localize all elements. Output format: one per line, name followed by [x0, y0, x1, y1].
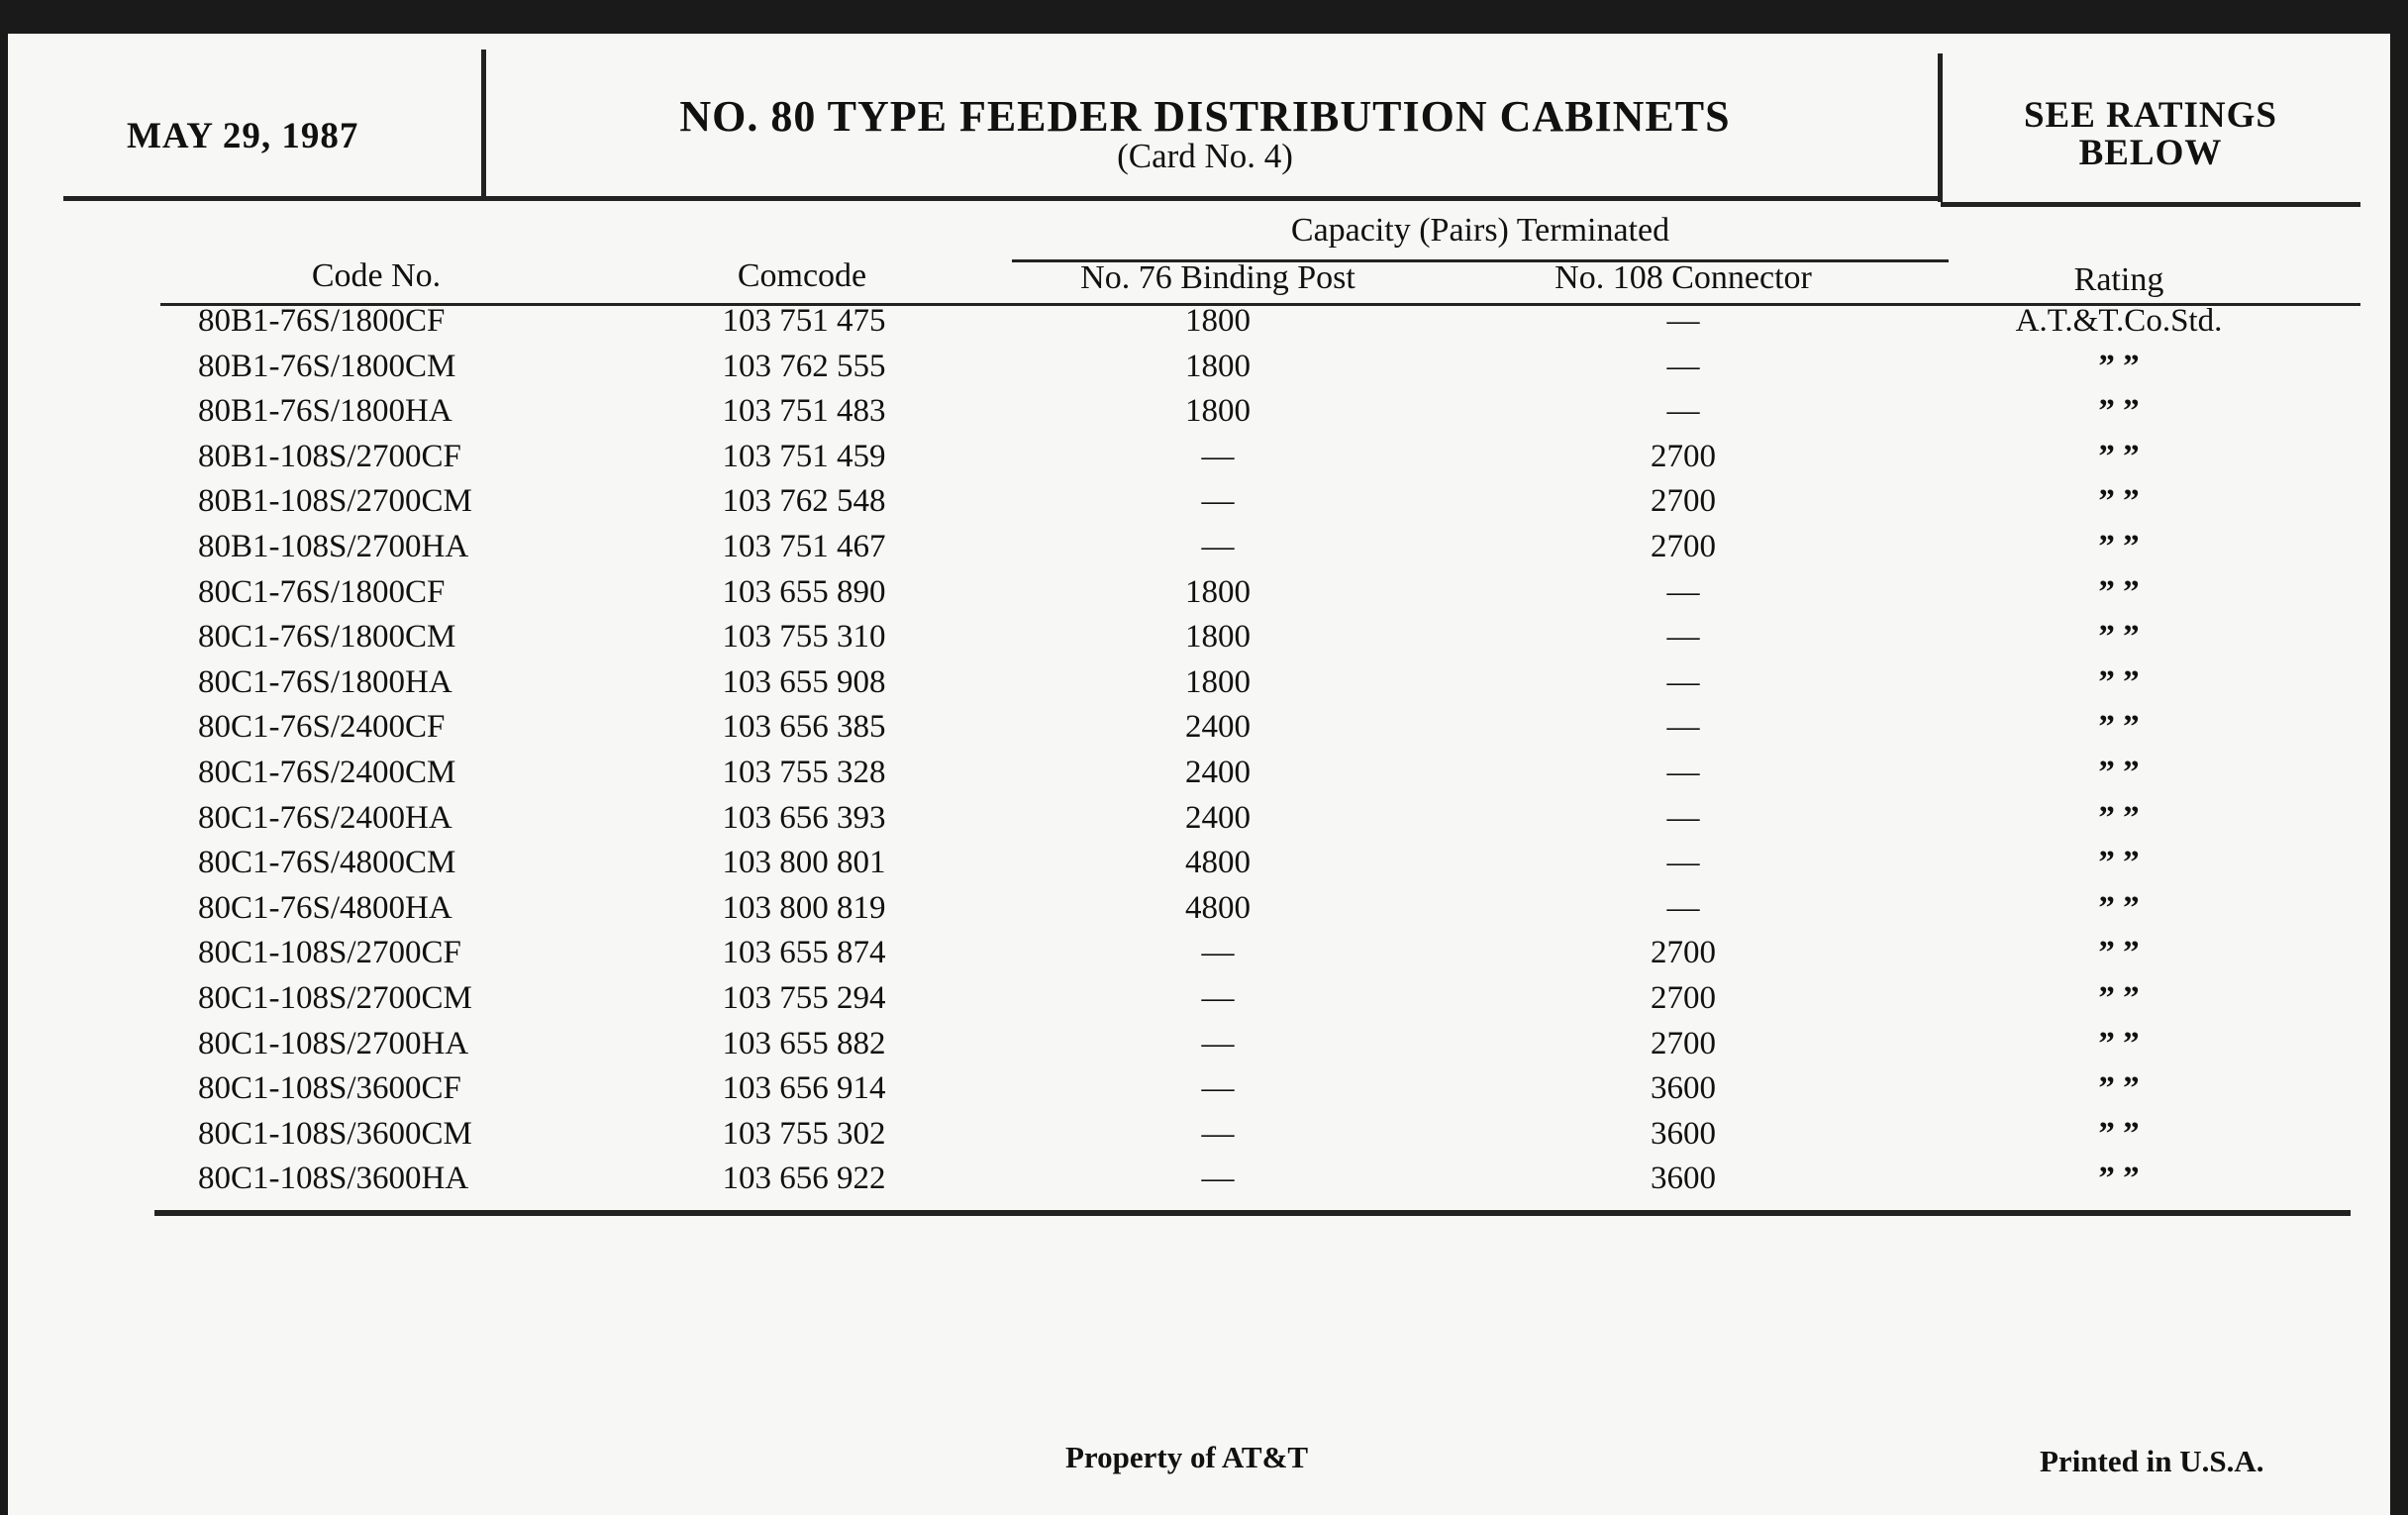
cell-binding-post: —: [1201, 1026, 1235, 1061]
cell-connector: —: [1666, 574, 1700, 610]
cell-rating: ” ”: [2098, 890, 2140, 926]
cell-binding-post: —: [1201, 980, 1235, 1016]
header-rule-left: [63, 196, 1941, 201]
cell-connector: 2700: [1651, 529, 1716, 564]
cell-rating: A.T.&T.Co.Std.: [2015, 303, 2223, 339]
cell-connector: —: [1666, 890, 1700, 926]
cell-rating: ” ”: [2098, 980, 2140, 1016]
cell-code: 80B1-76S/1800HA: [198, 393, 452, 429]
cell-code: 80C1-108S/2700CM: [198, 980, 472, 1016]
cell-binding-post: —: [1201, 935, 1235, 970]
cell-connector: 2700: [1651, 483, 1716, 519]
column-header-connector: No. 108 Connector: [1555, 259, 1812, 296]
cell-code: 80B1-76S/1800CM: [198, 349, 456, 384]
cell-code: 80C1-76S/1800CM: [198, 619, 456, 655]
cell-code: 80C1-76S/4800HA: [198, 890, 452, 926]
header-rule-right: [1941, 202, 2360, 207]
cell-rating: ” ”: [2098, 1116, 2140, 1152]
cell-comcode: 103 755 294: [722, 980, 886, 1016]
cell-connector: —: [1666, 349, 1700, 384]
cell-binding-post: 1800: [1185, 349, 1251, 384]
cell-comcode: 103 656 385: [722, 709, 886, 745]
cell-binding-post: 1800: [1185, 393, 1251, 429]
cell-code: 80C1-108S/2700HA: [198, 1026, 469, 1061]
cell-binding-post: —: [1201, 439, 1235, 474]
cell-code: 80C1-76S/1800HA: [198, 664, 452, 700]
cell-connector: —: [1666, 393, 1700, 429]
cell-code: 80C1-108S/2700CF: [198, 935, 461, 970]
cell-rating: ” ”: [2098, 483, 2140, 519]
cell-comcode: 103 762 548: [722, 483, 886, 519]
cell-binding-post: 4800: [1185, 845, 1251, 880]
cell-comcode: 103 755 310: [722, 619, 886, 655]
cell-binding-post: 2400: [1185, 800, 1251, 836]
page-title: NO. 80 TYPE FEEDER DISTRIBUTION CABINETS: [679, 92, 1731, 141]
see-ratings-note: [1943, 97, 2358, 172]
column-header-code: Code No.: [311, 257, 442, 294]
cell-comcode: 103 656 393: [722, 800, 886, 836]
cell-rating: ” ”: [2098, 845, 2140, 880]
cell-code: 80C1-76S/2400CF: [198, 709, 446, 745]
cell-connector: —: [1666, 619, 1700, 655]
table-bottom-rule: [154, 1210, 2351, 1216]
cell-comcode: 103 751 467: [722, 529, 886, 564]
cell-rating: ” ”: [2098, 349, 2140, 384]
cell-binding-post: 2400: [1185, 755, 1251, 790]
cell-connector: —: [1666, 845, 1700, 880]
cell-connector: 2700: [1651, 980, 1716, 1016]
see-ratings-line1: SEE RATINGS: [2023, 95, 2278, 136]
cell-binding-post: —: [1201, 1070, 1235, 1106]
cell-rating: ” ”: [2098, 664, 2140, 700]
cell-rating: ” ”: [2098, 800, 2140, 836]
cell-binding-post: 1800: [1185, 574, 1251, 610]
cell-comcode: 103 800 801: [722, 845, 886, 880]
cell-binding-post: 2400: [1185, 709, 1251, 745]
cell-binding-post: —: [1201, 483, 1235, 519]
page-subtitle: (Card No. 4): [1117, 137, 1293, 175]
cell-code: 80C1-108S/3600CF: [198, 1070, 461, 1106]
capacity-group-header: Capacity (Pairs) Terminated: [1290, 212, 1670, 249]
cell-code: 80C1-76S/2400HA: [198, 800, 452, 836]
cell-connector: 2700: [1651, 935, 1716, 970]
column-header-rating: Rating: [2073, 261, 2164, 298]
cell-code: 80B1-108S/2700HA: [198, 529, 469, 564]
cell-rating: ” ”: [2098, 529, 2140, 564]
cell-binding-post: —: [1201, 529, 1235, 564]
footer-property: Property of AT&T: [1065, 1440, 1309, 1474]
cell-comcode: 103 656 914: [722, 1070, 886, 1106]
cell-code: 80C1-76S/2400CM: [198, 755, 456, 790]
cell-comcode: 103 800 819: [722, 890, 886, 926]
cell-rating: ” ”: [2098, 393, 2140, 429]
cell-binding-post: 1800: [1185, 303, 1251, 339]
cell-rating: ” ”: [2098, 709, 2140, 745]
see-ratings-line2: BELOW: [2078, 133, 2223, 173]
cell-binding-post: —: [1201, 1116, 1235, 1152]
cell-code: 80C1-76S/1800CF: [198, 574, 446, 610]
cell-rating: ” ”: [2098, 1026, 2140, 1061]
cell-connector: —: [1666, 755, 1700, 790]
cell-connector: —: [1666, 664, 1700, 700]
cell-rating: ” ”: [2098, 755, 2140, 790]
cell-binding-post: —: [1201, 1161, 1235, 1196]
cell-connector: —: [1666, 303, 1700, 339]
cell-rating: ” ”: [2098, 439, 2140, 474]
column-header-binding-post: No. 76 Binding Post: [1080, 259, 1355, 296]
issue-date: MAY 29, 1987: [127, 116, 359, 156]
cell-binding-post: 4800: [1185, 890, 1251, 926]
cell-rating: ” ”: [2098, 1161, 2140, 1196]
cell-rating: ” ”: [2098, 935, 2140, 970]
cell-rating: ” ”: [2098, 574, 2140, 610]
cell-comcode: 103 656 922: [722, 1161, 886, 1196]
cell-comcode: 103 655 874: [722, 935, 886, 970]
column-header-comcode: Comcode: [737, 257, 867, 294]
cell-comcode: 103 655 890: [722, 574, 886, 610]
cell-connector: 2700: [1651, 1026, 1716, 1061]
cell-code: 80B1-108S/2700CM: [198, 483, 472, 519]
cell-connector: —: [1666, 800, 1700, 836]
cell-connector: 2700: [1651, 439, 1716, 474]
cell-comcode: 103 755 328: [722, 755, 886, 790]
cell-code: 80C1-108S/3600HA: [198, 1161, 469, 1196]
cell-comcode: 103 755 302: [722, 1116, 886, 1152]
cell-connector: 3600: [1651, 1116, 1716, 1152]
cell-connector: 3600: [1651, 1161, 1716, 1196]
cell-comcode: 103 655 882: [722, 1026, 886, 1061]
cell-connector: —: [1666, 709, 1700, 745]
cell-binding-post: 1800: [1185, 664, 1251, 700]
cell-comcode: 103 655 908: [722, 664, 886, 700]
cell-code: 80B1-76S/1800CF: [198, 303, 446, 339]
cell-comcode: 103 751 475: [722, 303, 886, 339]
cell-rating: ” ”: [2098, 619, 2140, 655]
cell-comcode: 103 751 483: [722, 393, 886, 429]
cell-code: 80B1-108S/2700CF: [198, 439, 461, 474]
cell-rating: ” ”: [2098, 1070, 2140, 1106]
cell-comcode: 103 762 555: [722, 349, 886, 384]
footer-printed: Printed in U.S.A.: [2040, 1444, 2264, 1478]
cell-comcode: 103 751 459: [722, 439, 886, 474]
cell-connector: 3600: [1651, 1070, 1716, 1106]
cell-code: 80C1-76S/4800CM: [198, 845, 456, 880]
cell-binding-post: 1800: [1185, 619, 1251, 655]
cell-code: 80C1-108S/3600CM: [198, 1116, 472, 1152]
